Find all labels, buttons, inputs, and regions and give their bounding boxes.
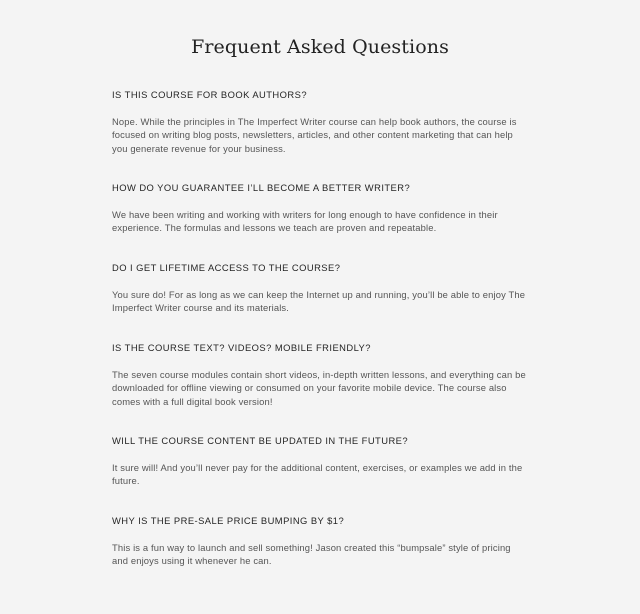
faq-answer: The seven course modules contain short videos, in-depth written lessons, and everything can be downloaded for offline viewing or consumed on your favorite mobile device. The course also comes with a full digital book version! [112, 369, 526, 407]
faq-item [112, 88, 528, 155]
faq-item [112, 514, 528, 568]
faq-question: HOW DO YOU GUARANTEE I’LL BECOME A BETTER WRITER? [112, 182, 411, 193]
faq-question: DO I GET LIFETIME ACCESS TO THE COURSE? [112, 262, 341, 273]
faq-answer: Nope. While the principles in The Imperfect Writer course can help book authors, the course is focused on writing blog posts, newsletters, articles, and other content marketing that can help you generate revenue for your business. [112, 116, 517, 154]
faq-answer: You sure do! For as long as we can keep the Internet up and running, you’ll be able to enjoy The Imperfect Writer course and its materials. [112, 289, 526, 314]
faq-item [112, 181, 528, 235]
faq-question: WILL THE COURSE CONTENT BE UPDATED IN THE FUTURE? [112, 435, 409, 446]
faq-answer: We have been writing and working with writers for long enough to have confidence in their experience. The formulas and lessons we teach are proven and repeatable. [112, 209, 498, 234]
faq-question: IS THE COURSE TEXT? VIDEOS? MOBILE FRIENDLY? [112, 342, 371, 353]
faq-item [112, 434, 528, 488]
page-title: Frequent Asked Questions [191, 36, 449, 58]
faq-answer: It sure will! And you’ll never pay for the additional content, exercises, or examples we add in the future. [112, 462, 523, 487]
faq-answer: This is a fun way to launch and sell something! Jason created this “bumpsale” style of pricing and enjoys using it whenever he can. [112, 542, 511, 567]
faq-item [112, 341, 528, 408]
faq-question: IS THIS COURSE FOR BOOK AUTHORS? [112, 89, 307, 100]
faq-item [112, 261, 528, 315]
faq-question: WHY IS THE PRE-SALE PRICE BUMPING BY $1? [112, 515, 345, 526]
